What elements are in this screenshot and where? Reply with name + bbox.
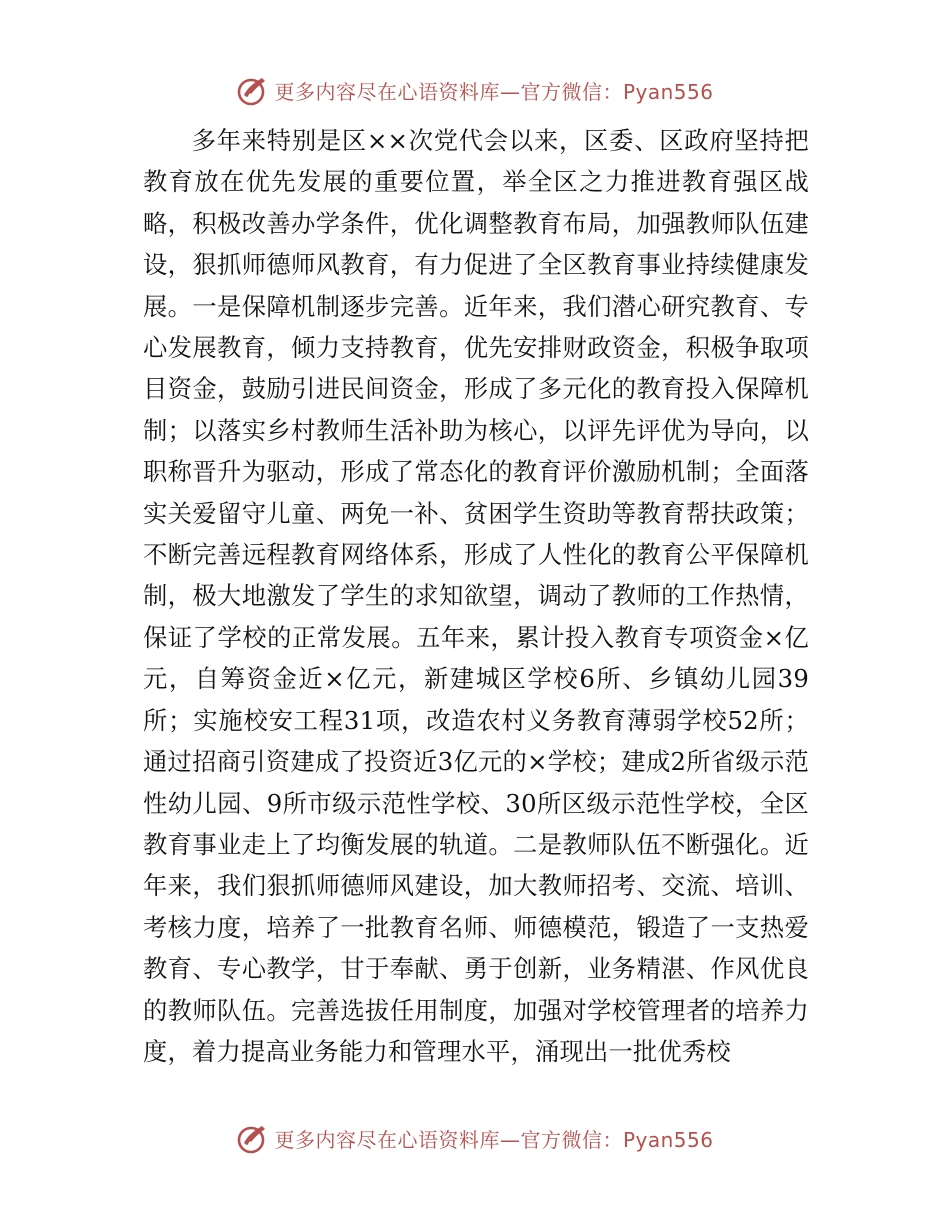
footer-banner [0,1118,950,1158]
header-banner-text: 更多内容尽在心语资料库—官方微信：Pyan556 [274,79,714,104]
pen-hand-logo-icon [236,1121,270,1155]
footer-banner-text: 更多内容尽在心语资料库—官方微信：Pyan556 [274,1127,714,1152]
pen-hand-logo-icon [236,73,270,107]
document-paragraph: 多年来特别是区××次党代会以来，区委、区政府坚持把教育放在优先发展的重要位置，举全区之力推进教育强区战略，积极改善办学条件，优化调整教育布局，加强教师队伍建设，狠抓师德师风教育，有力促进了全区教育事业持续健康发展。一是保障机制逐步完善。近年来，我们潜心研究教育、专心发展教育，倾力支持教育，优先安排财政资金，积极争取项目资金，鼓励引进民间资金，形成了多元化的教育投入保障机制；以落实乡村教师生活补助为核心，以评先评优为导向，以职称晋升为驱动，形成了常态化的教育评价激励机制；全面落实关爱留守儿童、两免一补、贫困学生资助等教育帮扶政策；不断完善远程教育网络体系，形成了人性化的教育公平保障机制，极大地激发了学生的求知欲望，调动了教师的工作热情，保证了学校的正常发展。五年来，累计投入教育专项资金×亿元，自筹资金近×亿元，新建城区学校6所、乡镇幼儿园39所；实施校安工程31项，改造农村义务教育薄弱学校52所；通过招商引资建成了投资近3亿元的×学校；建成2所省级示范性幼儿园、9所市级示范性学校、30所区级示范性学校，全区教育事业走上了均衡发展的轨道。二是教师队伍不断强化。近年来，我们狠抓师德师风建设，加大教师招考、交流、培训、考核力度，培养了一批教育名师、师德模范，锻造了一支热爱教育、专心教学，甘于奉献、勇于创新，业务精湛、作风优良的教师队伍。完善选拔任用制度，加强对学校管理者的培养力度，着力提高业务能力和管理水平，涌现出一批优秀校 [143,126,809,1066]
header-banner [0,70,950,110]
